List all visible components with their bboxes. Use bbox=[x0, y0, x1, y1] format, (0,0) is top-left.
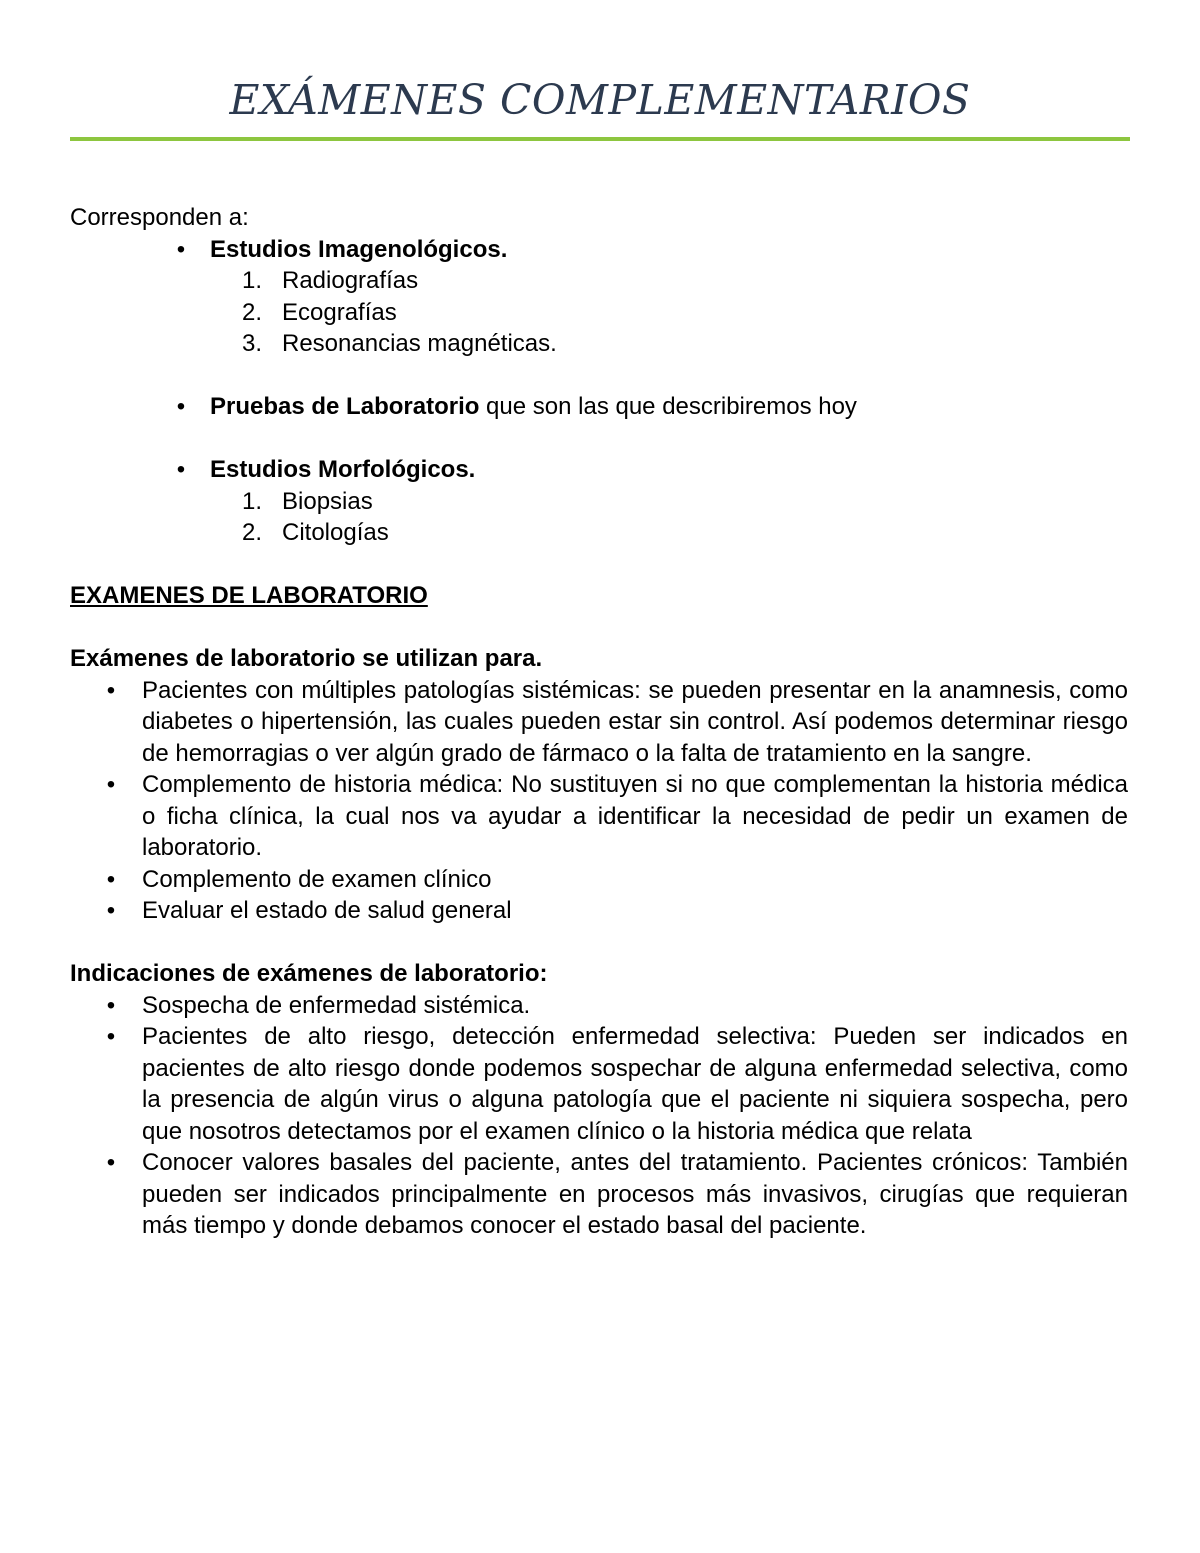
group-heading: Pruebas de Laboratorio bbox=[210, 393, 480, 420]
item-text: Resonancias magnéticas. bbox=[282, 330, 557, 357]
item-number: 1. bbox=[242, 267, 263, 294]
document-body bbox=[70, 202, 1128, 1242]
bullet-icon: • bbox=[176, 393, 186, 420]
spacer bbox=[70, 612, 1128, 644]
list-item bbox=[70, 328, 1128, 360]
item-number: 1. bbox=[242, 487, 263, 515]
section-heading: EXAMENES DE LABORATORIO bbox=[70, 582, 428, 609]
bullet-icon: • bbox=[106, 676, 116, 704]
list-item bbox=[70, 895, 1128, 927]
imaging-group bbox=[70, 234, 1128, 266]
spacer bbox=[70, 360, 1128, 392]
indications-list bbox=[70, 990, 1128, 1242]
item-number: 3. bbox=[242, 330, 263, 357]
bullet-icon: • bbox=[176, 235, 186, 263]
imaging-sublist bbox=[70, 265, 1128, 360]
spacer bbox=[70, 549, 1128, 581]
item-text: Radiografías bbox=[282, 267, 419, 294]
item-text: Evaluar el estado de salud general bbox=[142, 897, 512, 924]
group-heading: Estudios Imagenológicos. bbox=[210, 235, 508, 263]
group-heading: Estudios Morfológicos. bbox=[210, 456, 476, 483]
bullet-icon: • bbox=[106, 1023, 116, 1050]
list-item bbox=[70, 265, 1128, 297]
group-heading-rest: que son las que describiremos hoy bbox=[479, 393, 857, 420]
item-text: Sospecha de enfermedad sistémica. bbox=[142, 991, 531, 1019]
list-item bbox=[70, 297, 1128, 329]
item-text: Ecografías bbox=[282, 298, 397, 326]
lab-group bbox=[70, 391, 1128, 423]
bullet-icon: • bbox=[106, 771, 116, 798]
item-text: Biopsias bbox=[282, 487, 373, 515]
spacer bbox=[70, 423, 1128, 455]
list-item bbox=[70, 769, 1128, 864]
intro-text: Corresponden a: bbox=[70, 204, 249, 231]
item-number: 2. bbox=[242, 298, 263, 326]
uses-list bbox=[70, 675, 1128, 927]
item-number: 2. bbox=[242, 519, 263, 546]
document-title: EXÁMENES COMPLEMENTARIOS bbox=[229, 76, 971, 124]
bullet-icon: • bbox=[106, 1149, 116, 1176]
bullet-icon: • bbox=[106, 991, 116, 1019]
item-text: Pacientes con múltiples patologías sistémicas: se pueden presentar en la anamnesis, como diabetes o hipertensión, las cuales pueden estar sin control. Así podemos determinar riesgo de hemorragias o ver algún grado de fármaco o la falta de tratamiento en la sangre. bbox=[142, 676, 1128, 767]
item-text: Citologías bbox=[282, 519, 389, 546]
indications-heading: Indicaciones de exámenes de laboratorio: bbox=[70, 960, 548, 987]
list-item bbox=[70, 391, 1128, 423]
item-text: Complemento de examen clínico bbox=[142, 865, 492, 893]
list-item bbox=[70, 864, 1128, 896]
item-text: Conocer valores basales del paciente, antes del tratamiento. Pacientes crónicos: También pueden ser indicados principalmente en procesos más invasivos, cirugías que requieran más tiempo y donde debamos conocer el estado basal del paciente. bbox=[142, 1149, 1128, 1239]
morphology-sublist bbox=[70, 486, 1128, 549]
item-text: Pacientes de alto riesgo, detección enfermedad selectiva: Pueden ser indicados en pacientes de alto riesgo donde podemos sospechar de alguna enfermedad selectiva, como la presencia de algún virus o alguna patología que el paciente ni siquiera sospecha, pero que nosotros detectamos por el examen clínico o la historia médica que relata bbox=[142, 1023, 1128, 1145]
item-text: Complemento de historia médica: No sustituyen si no que complementan la historia médica o ficha clínica, la cual nos va ayudar a identificar la necesidad de pedir un examen de laboratorio. bbox=[142, 771, 1128, 861]
list-item bbox=[70, 454, 1128, 486]
list-item bbox=[70, 517, 1128, 549]
bullet-icon: • bbox=[176, 456, 186, 483]
list-item bbox=[70, 234, 1128, 266]
bullet-icon: • bbox=[106, 865, 116, 893]
list-item bbox=[70, 1147, 1128, 1242]
uses-heading: Exámenes de laboratorio se utilizan para. bbox=[70, 645, 543, 672]
spacer bbox=[70, 927, 1128, 959]
list-item bbox=[70, 1021, 1128, 1147]
list-item bbox=[70, 990, 1128, 1022]
list-item bbox=[70, 675, 1128, 770]
bullet-icon: • bbox=[106, 897, 116, 924]
list-item bbox=[70, 486, 1128, 518]
morphology-group bbox=[70, 454, 1128, 486]
title-underline-rule bbox=[70, 137, 1130, 141]
